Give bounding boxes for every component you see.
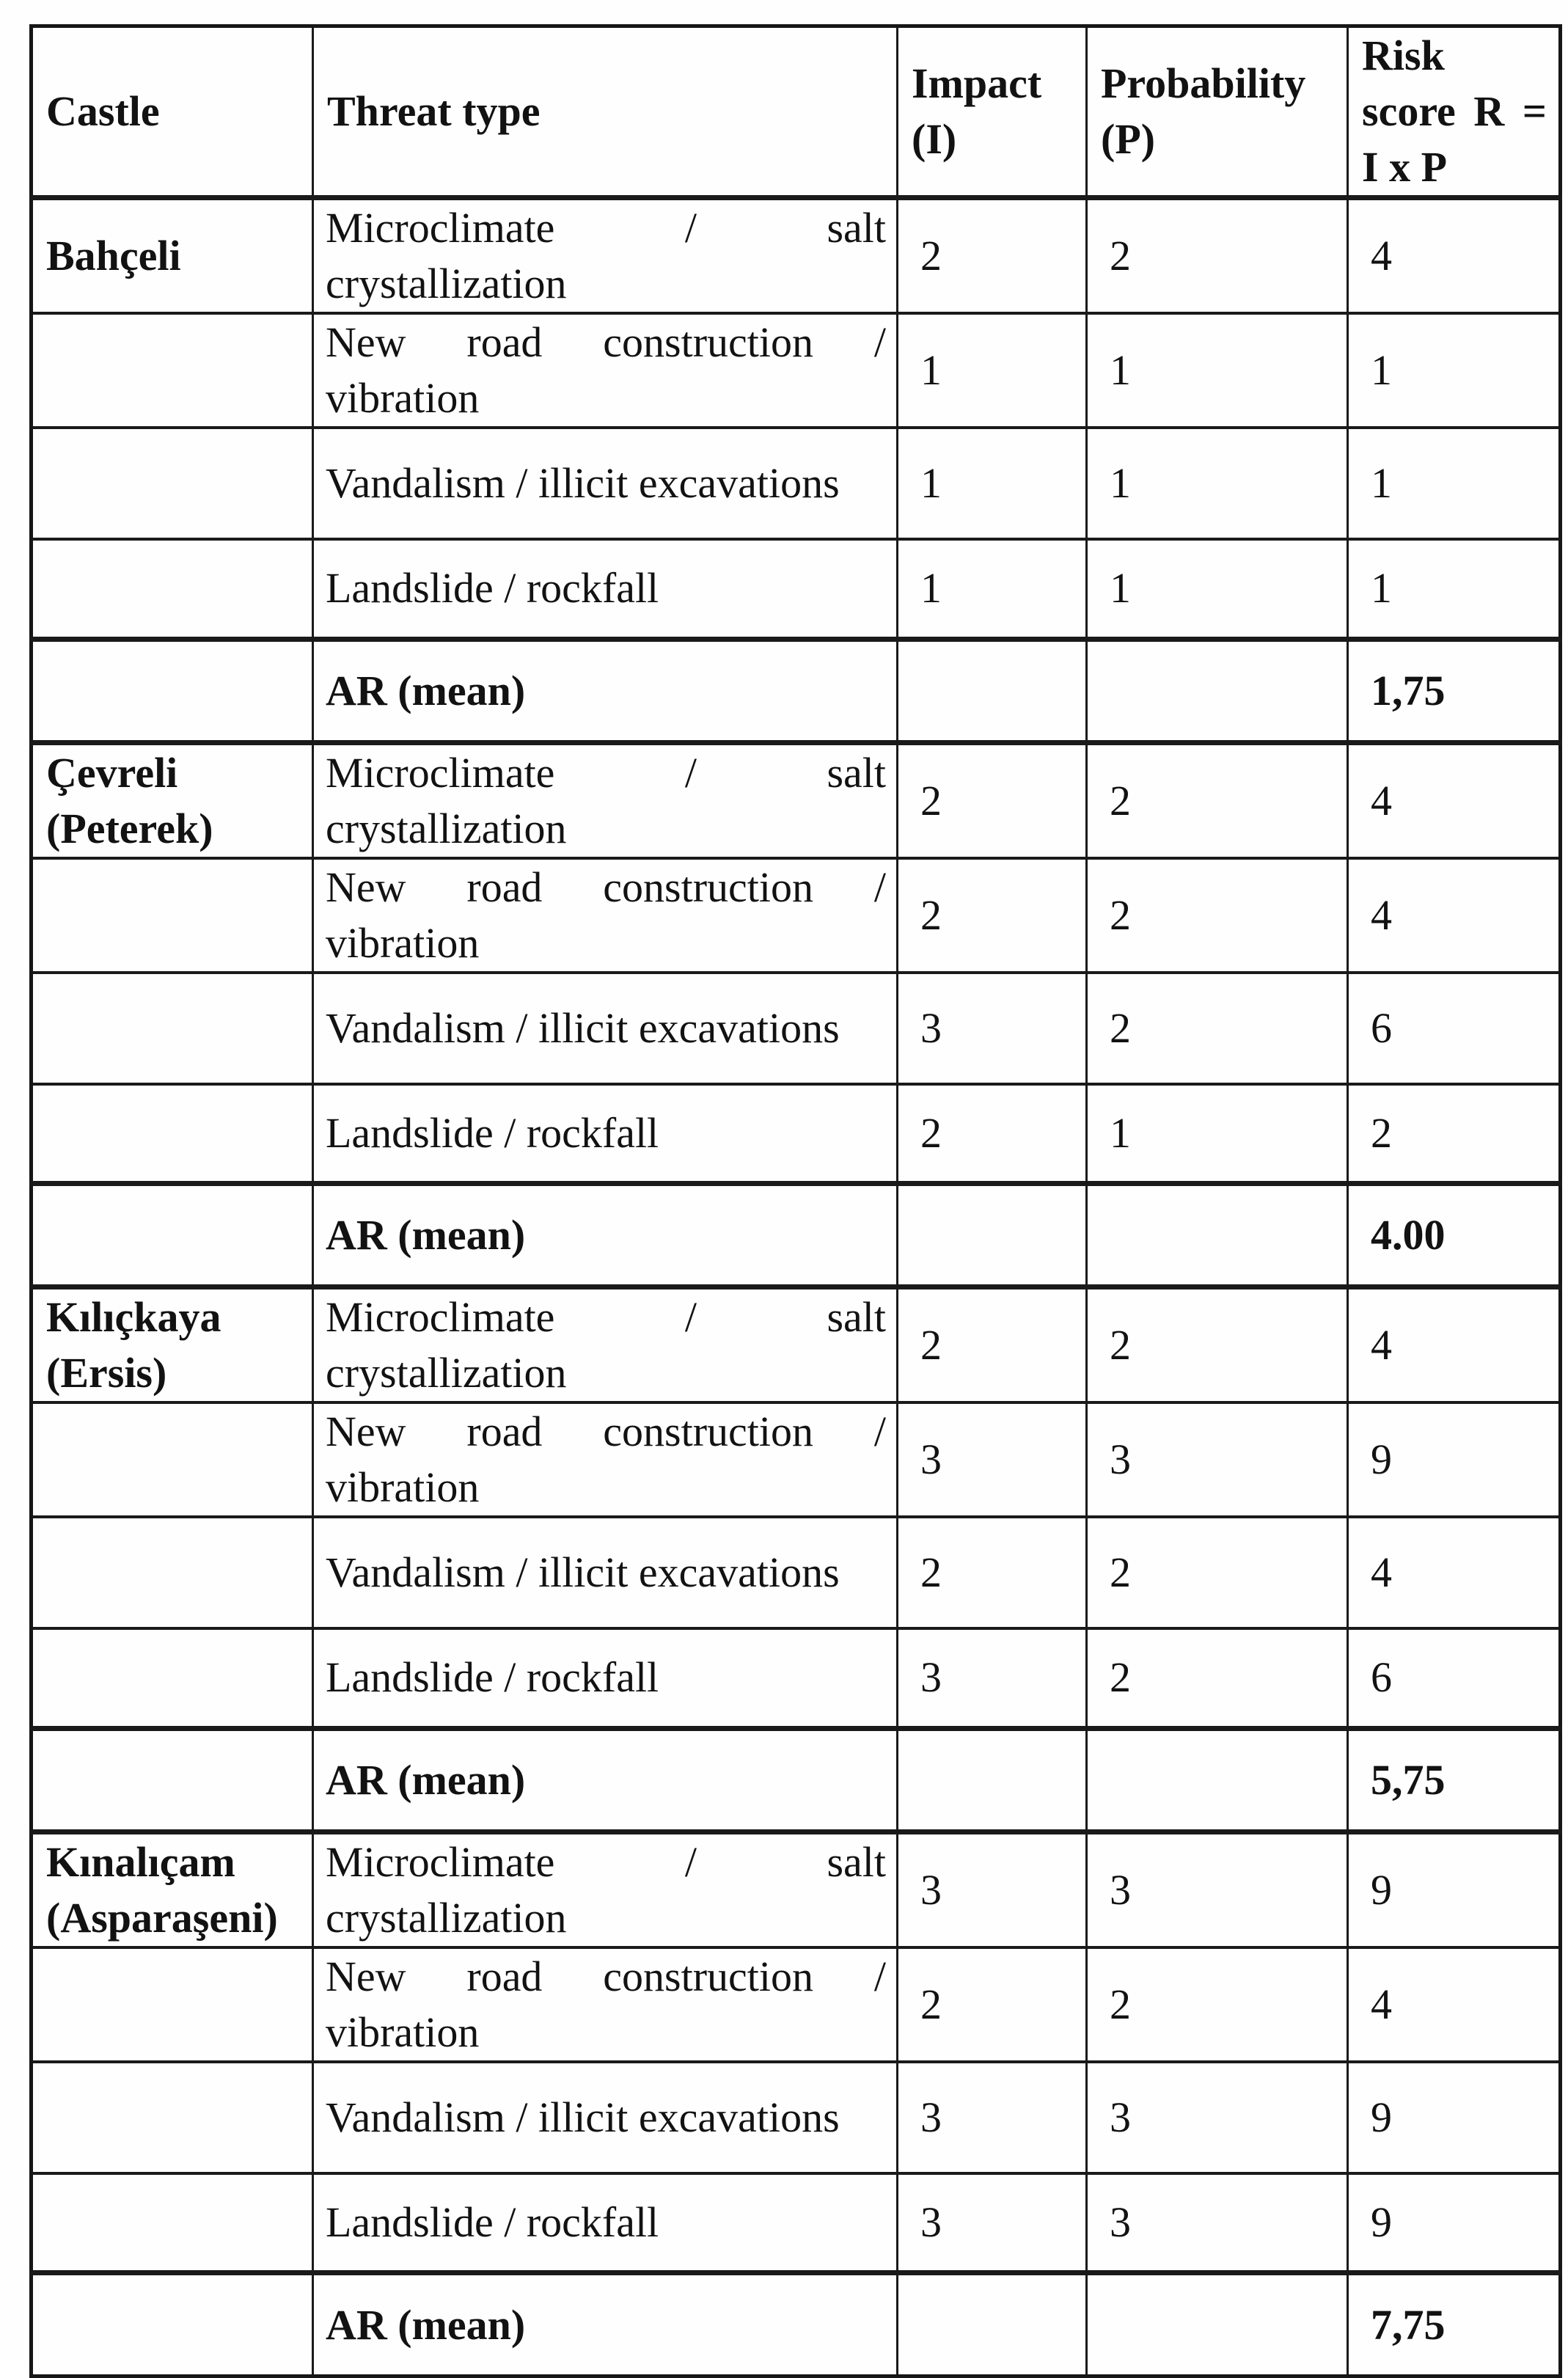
header-impact: Impact (I) bbox=[898, 26, 1087, 198]
impact-cell: 2 bbox=[898, 1517, 1087, 1628]
risk-cell: 1 bbox=[1348, 313, 1561, 428]
probability-cell: 1 bbox=[1087, 428, 1348, 539]
probability-cell: 2 bbox=[1087, 742, 1348, 858]
risk-cell: 1 bbox=[1348, 539, 1561, 639]
threat-cell: Landslide / rockfall bbox=[313, 539, 898, 639]
impact-cell: 3 bbox=[898, 1628, 1087, 1728]
impact-cell: 1 bbox=[898, 313, 1087, 428]
threat-cell: Landslide / rockfall bbox=[313, 1628, 898, 1728]
impact-cell: 2 bbox=[898, 1287, 1087, 1403]
threat-cell: Microclimate / salt crystallization bbox=[313, 198, 898, 314]
mean-row bbox=[32, 2273, 1561, 2377]
probability-cell: 3 bbox=[1087, 2062, 1348, 2173]
impact-cell: 3 bbox=[898, 2062, 1087, 2173]
risk-cell: 6 bbox=[1348, 973, 1561, 1084]
impact-cell-empty bbox=[898, 1728, 1087, 1832]
table-row bbox=[32, 2173, 1561, 2273]
threat-cell: Vandalism / illicit excavations bbox=[313, 2062, 898, 2173]
probability-cell: 2 bbox=[1087, 973, 1348, 1084]
threat-cell: New road construction / vibration bbox=[313, 1402, 898, 1517]
impact-cell: 2 bbox=[898, 198, 1087, 314]
impact-cell: 2 bbox=[898, 1084, 1087, 1184]
threat-cell: Microclimate / salt crystallization bbox=[313, 1287, 898, 1403]
castle-name-kinalicam: Kınalıçam (Asparaşeni) bbox=[32, 1832, 313, 1947]
mean-value-cell: 4.00 bbox=[1348, 1184, 1561, 1287]
risk-cell: 4 bbox=[1348, 858, 1561, 973]
table-row bbox=[32, 858, 1561, 973]
header-row bbox=[32, 26, 1561, 198]
table-row bbox=[32, 1084, 1561, 1184]
mean-row bbox=[32, 1728, 1561, 1832]
castle-cell-empty bbox=[32, 1628, 313, 1728]
risk-cell: 9 bbox=[1348, 2173, 1561, 2273]
risk-cell: 9 bbox=[1348, 1402, 1561, 1517]
table-row bbox=[32, 742, 1561, 858]
castle-cell-empty bbox=[32, 539, 313, 639]
castle-cell-empty bbox=[32, 1947, 313, 2062]
impact-cell: 1 bbox=[898, 428, 1087, 539]
impact-cell: 1 bbox=[898, 539, 1087, 639]
risk-cell: 2 bbox=[1348, 1084, 1561, 1184]
table-row bbox=[32, 973, 1561, 1084]
probability-cell: 2 bbox=[1087, 1287, 1348, 1403]
risk-assessment-table bbox=[29, 24, 1562, 2378]
table-row bbox=[32, 1832, 1561, 1947]
threat-cell: Landslide / rockfall bbox=[313, 1084, 898, 1184]
castle-name-bahceli: Bahçeli bbox=[32, 198, 313, 314]
table-row bbox=[32, 198, 1561, 314]
impact-cell: 3 bbox=[898, 2173, 1087, 2273]
mean-row bbox=[32, 639, 1561, 742]
castle-cell-empty bbox=[32, 1402, 313, 1517]
castle-cell-empty bbox=[32, 313, 313, 428]
risk-cell: 4 bbox=[1348, 742, 1561, 858]
threat-cell: New road construction / vibration bbox=[313, 313, 898, 428]
threat-cell: New road construction / vibration bbox=[313, 1947, 898, 2062]
probability-cell: 2 bbox=[1087, 858, 1348, 973]
threat-cell: New road construction / vibration bbox=[313, 858, 898, 973]
impact-cell-empty bbox=[898, 1184, 1087, 1287]
probability-cell-empty bbox=[1087, 639, 1348, 742]
table-row bbox=[32, 428, 1561, 539]
castle-cell-empty bbox=[32, 1184, 313, 1287]
castle-cell-empty bbox=[32, 1084, 313, 1184]
castle-cell-empty bbox=[32, 2273, 313, 2377]
probability-cell: 1 bbox=[1087, 539, 1348, 639]
probability-cell-empty bbox=[1087, 1184, 1348, 1287]
table-row bbox=[32, 313, 1561, 428]
castle-name-kilickaya: Kılıçkaya (Ersis) bbox=[32, 1287, 313, 1403]
mean-value-cell: 7,75 bbox=[1348, 2273, 1561, 2377]
mean-label-cell: AR (mean) bbox=[313, 1184, 898, 1287]
mean-value-cell: 5,75 bbox=[1348, 1728, 1561, 1832]
impact-cell: 2 bbox=[898, 858, 1087, 973]
risk-cell: 4 bbox=[1348, 198, 1561, 314]
risk-cell: 1 bbox=[1348, 428, 1561, 539]
probability-cell-empty bbox=[1087, 1728, 1348, 1832]
table-row bbox=[32, 1287, 1561, 1403]
risk-cell: 6 bbox=[1348, 1628, 1561, 1728]
castle-cell-empty bbox=[32, 973, 313, 1084]
threat-cell: Landslide / rockfall bbox=[313, 2173, 898, 2273]
castle-name-cevreli: Çevreli (Peterek) bbox=[32, 742, 313, 858]
probability-cell: 2 bbox=[1087, 1628, 1348, 1728]
risk-cell: 4 bbox=[1348, 1287, 1561, 1403]
table-row bbox=[32, 2062, 1561, 2173]
risk-cell: 4 bbox=[1348, 1517, 1561, 1628]
impact-cell: 3 bbox=[898, 973, 1087, 1084]
castle-cell-empty bbox=[32, 2062, 313, 2173]
threat-cell: Microclimate / salt crystallization bbox=[313, 1832, 898, 1947]
castle-cell-empty bbox=[32, 858, 313, 973]
mean-row bbox=[32, 1184, 1561, 1287]
mean-value-cell: 1,75 bbox=[1348, 639, 1561, 742]
threat-cell: Vandalism / illicit excavations bbox=[313, 973, 898, 1084]
threat-cell: Vandalism / illicit excavations bbox=[313, 428, 898, 539]
table-row bbox=[32, 1947, 1561, 2062]
probability-cell: 2 bbox=[1087, 1517, 1348, 1628]
header-threat-type: Threat type bbox=[313, 26, 898, 198]
mean-label-cell: AR (mean) bbox=[313, 2273, 898, 2377]
threat-cell: Microclimate / salt crystallization bbox=[313, 742, 898, 858]
header-castle: Castle bbox=[32, 26, 313, 198]
risk-cell: 4 bbox=[1348, 1947, 1561, 2062]
probability-cell: 3 bbox=[1087, 1832, 1348, 1947]
probability-cell: 1 bbox=[1087, 1084, 1348, 1184]
threat-cell: Vandalism / illicit excavations bbox=[313, 1517, 898, 1628]
mean-label-cell: AR (mean) bbox=[313, 639, 898, 742]
header-risk-score: Risk score R = I x P bbox=[1348, 26, 1561, 198]
impact-cell-empty bbox=[898, 2273, 1087, 2377]
risk-cell: 9 bbox=[1348, 2062, 1561, 2173]
probability-cell: 1 bbox=[1087, 313, 1348, 428]
castle-cell-empty bbox=[32, 1517, 313, 1628]
castle-cell-empty bbox=[32, 428, 313, 539]
castle-cell-empty bbox=[32, 639, 313, 742]
probability-cell: 3 bbox=[1087, 2173, 1348, 2273]
castle-cell-empty bbox=[32, 2173, 313, 2273]
table-row bbox=[32, 1628, 1561, 1728]
probability-cell: 3 bbox=[1087, 1402, 1348, 1517]
castle-cell-empty bbox=[32, 1728, 313, 1832]
risk-cell: 9 bbox=[1348, 1832, 1561, 1947]
probability-cell: 2 bbox=[1087, 1947, 1348, 2062]
mean-label-cell: AR (mean) bbox=[313, 1728, 898, 1832]
impact-cell: 2 bbox=[898, 742, 1087, 858]
impact-cell: 3 bbox=[898, 1402, 1087, 1517]
probability-cell: 2 bbox=[1087, 198, 1348, 314]
table-row bbox=[32, 1517, 1561, 1628]
table-row bbox=[32, 1402, 1561, 1517]
table-row bbox=[32, 539, 1561, 639]
probability-cell-empty bbox=[1087, 2273, 1348, 2377]
header-probability: Probability (P) bbox=[1087, 26, 1348, 198]
impact-cell-empty bbox=[898, 639, 1087, 742]
impact-cell: 3 bbox=[898, 1832, 1087, 1947]
impact-cell: 2 bbox=[898, 1947, 1087, 2062]
